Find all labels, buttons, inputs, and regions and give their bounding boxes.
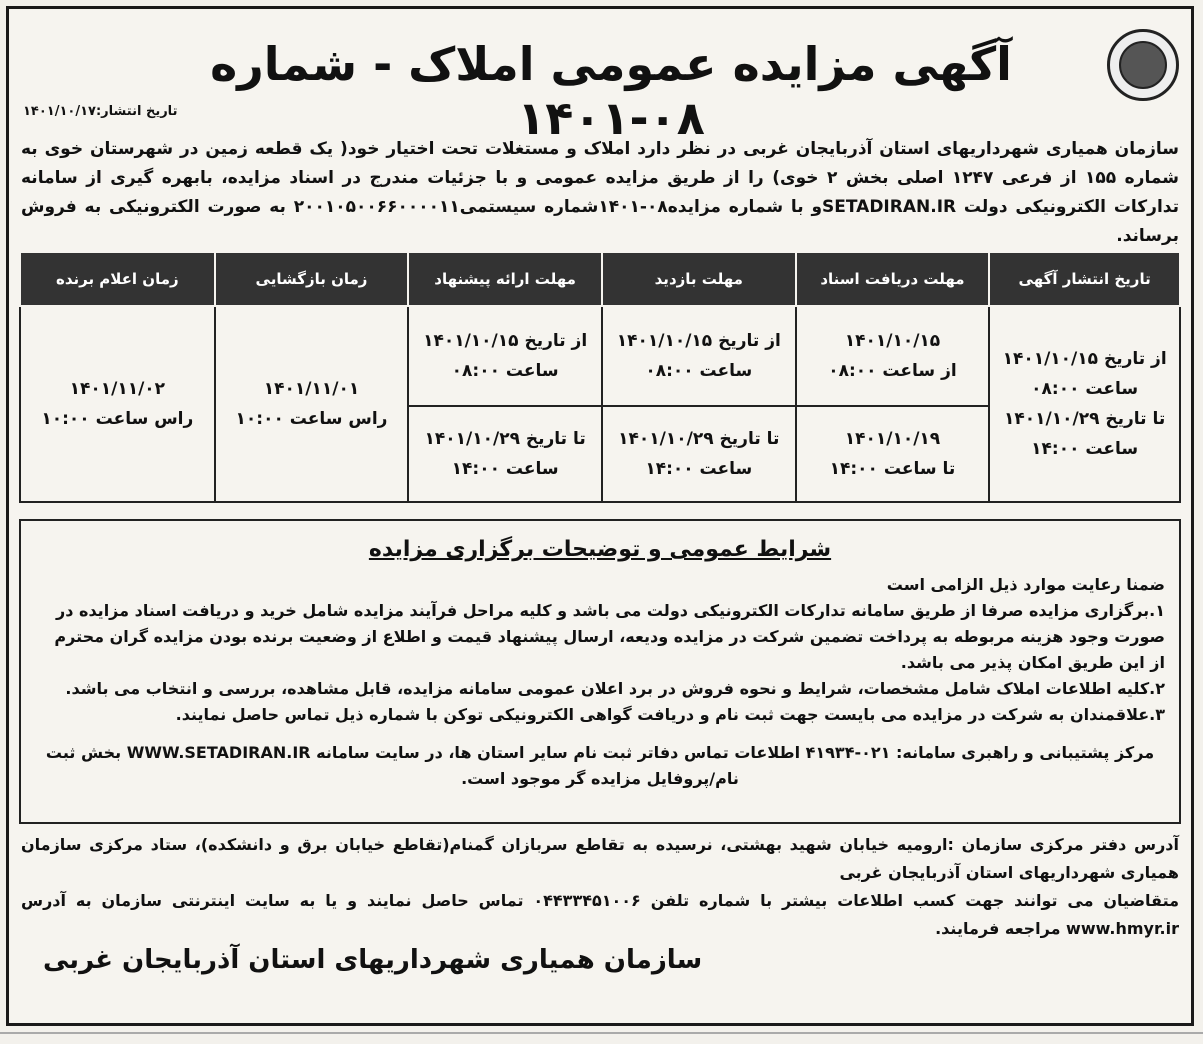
publish-line: تا تاریخ ۱۴۰۱/۱۰/۲۹ — [1004, 409, 1166, 429]
address-block — [21, 831, 1179, 943]
offer-from-time: ساعت ۰۸:۰۰ — [451, 361, 559, 381]
visit-to-date: تا تاریخ ۱۴۰۱/۱۰/۲۹ — [618, 429, 780, 449]
schedule-row-from — [20, 306, 1180, 406]
organization-signature: سازمان همیاری شهرداریهای استان آذربایجان غربی — [43, 945, 703, 975]
opening-time: راس ساعت ۱۰:۰۰ — [235, 409, 388, 429]
contact-info: متقاضیان می توانند جهت کسب اطلاعات بیشتر با شماره تلفن ۰۴۴۳۳۴۵۱۰۰۶ تماس حاصل نمایند و یا به سایت اینترنتی سازمان به آدرس www.hmyr.ir مراجعه فرمایند. — [21, 891, 1180, 938]
offer-to-time: ساعت ۱۴:۰۰ — [451, 459, 559, 479]
publish-line: از تاریخ ۱۴۰۱/۱۰/۱۵ — [1002, 349, 1167, 369]
docs-to-cell — [796, 406, 990, 502]
publish-line: ساعت ۰۸:۰۰ — [1031, 379, 1139, 399]
conditions-section — [19, 519, 1181, 824]
docs-to-date: ۱۴۰۱/۱۰/۱۹ — [844, 429, 941, 449]
header-winner: زمان اعلام برنده — [20, 252, 215, 306]
header-visit: مهلت بازدید — [602, 252, 796, 306]
schedule-header-row — [20, 252, 1180, 306]
emblem-icon — [1107, 29, 1179, 101]
schedule-table — [19, 251, 1181, 503]
winner-cell — [20, 306, 215, 502]
docs-from-cell — [796, 306, 990, 406]
visit-to-cell — [602, 406, 796, 502]
visit-to-time: ساعت ۱۴:۰۰ — [645, 459, 753, 479]
docs-to-time: تا ساعت ۱۴:۰۰ — [829, 459, 956, 479]
divider — [0, 1032, 1203, 1034]
publish-line: ساعت ۱۴:۰۰ — [1031, 439, 1139, 459]
visit-from-date: از تاریخ ۱۴۰۱/۱۰/۱۵ — [616, 331, 781, 351]
visit-from-time: ساعت ۰۸:۰۰ — [645, 361, 753, 381]
winner-time: راس ساعت ۱۰:۰۰ — [41, 409, 194, 429]
publication-date: تاریخ انتشار:۱۴۰۱/۱۰/۱۷ — [23, 104, 178, 119]
docs-from-time: از ساعت ۰۸:۰۰ — [828, 361, 957, 381]
opening-cell — [215, 306, 409, 502]
page-title: آگهی مزایده عمومی املاک - شماره ۰۸-۱۴۰۱ — [210, 37, 1012, 145]
visit-from-cell — [602, 306, 796, 406]
support-info: مرکز پشتیبانی و راهبری سامانه: ۰۲۱-۴۱۹۳۴ اطلاعات تماس دفاتر ثبت نام سایر استان ها، در سایت سامانه WWW.SETADIRAN.IR بخش ثبت نام/پروفایل مزایده گر موجود است. — [45, 743, 1155, 788]
offer-from-date: از تاریخ ۱۴۰۱/۱۰/۱۵ — [423, 331, 588, 351]
office-address: آدرس دفتر مرکزی سازمان :ارومیه خیابان شهید بهشتی، نرسیده به تقاطع سربازان گمنام(تقاطع خیابان برق و دانشکده)، ستاد مرکزی سازمان همیاری شهرداریهای استان آذربایجان غربی — [21, 835, 1179, 882]
opening-date: ۱۴۰۱/۱۱/۰۱ — [263, 379, 360, 399]
header-opening: زمان بازگشایی — [215, 252, 409, 306]
conditions-heading: شرایط عمومی و توضیحات برگزاری مزایده — [368, 537, 832, 562]
publish-cell — [989, 306, 1180, 502]
winner-date: ۱۴۰۱/۱۱/۰۲ — [69, 379, 166, 399]
condition-item: ۱.برگزاری مزایده صرفا از طریق سامانه تدارکات الکترونیکی دولت می باشد و کلیه مراحل فرآیند مزایده شامل خرید و دریافت اسناد مزایده در صورت وجود هزینه مربوطه به پرداخت تضمین شرکت در مزایده ودیعه، ارسال پیشنهاد قیمت و اطلاع از وضعیت برنده بودن مزایده گران محترم از این طریق امکان پذیر می باشد. — [54, 601, 1165, 672]
condition-item: ۳.علاقمندان به شرکت در مزایده می بایست جهت ثبت نام و دریافت گواهی الکترونیکی توکن با شماره ذیل تماس حاصل نمایند. — [175, 705, 1165, 724]
header-offer: مهلت ارائه پیشنهاد — [408, 252, 602, 306]
advertisement-frame — [6, 6, 1194, 1026]
offer-to-cell — [408, 406, 602, 502]
docs-from-date: ۱۴۰۱/۱۰/۱۵ — [844, 331, 941, 351]
header-docs: مهلت دریافت اسناد — [796, 252, 990, 306]
condition-item: ۲.کلیه اطلاعات املاک شامل مشخصات، شرایط و نحوه فروش در برد اعلان عمومی سامانه مزایده، قابل مشاهده، بررسی و انتخاب می باشد. — [65, 679, 1165, 698]
header-publish: تاریخ انتشار آگهی — [989, 252, 1180, 306]
offer-from-cell — [408, 306, 602, 406]
offer-to-date: تا تاریخ ۱۴۰۱/۱۰/۲۹ — [424, 429, 586, 449]
conditions-lead: ضمنا رعایت موارد ذیل الزامی است — [886, 575, 1165, 594]
intro-paragraph: سازمان همیاری شهرداریهای استان آذربایجان غربی در نظر دارد املاک و مستغلات تحت اختیار خود( یک قطعه زمین در شهرستان خوی به شماره ۱۵۵ از فرعی ۱۲۴۷ اصلی بخش ۲ خوی) را از طریق مزایده عمومی و با جزئیات مندرج در اسناد مزایده، بابهره گیری از سامانه تدارکات الکترونیکی دولت SETADIRAN.IRو با شماره مزایده۰۸-۱۴۰۱شماره سیستمی۲۰۰۱۰۵۰۰۶۶۰۰۰۰۱۱ به صورت الکترونیکی به فروش برساند. — [21, 139, 1179, 246]
